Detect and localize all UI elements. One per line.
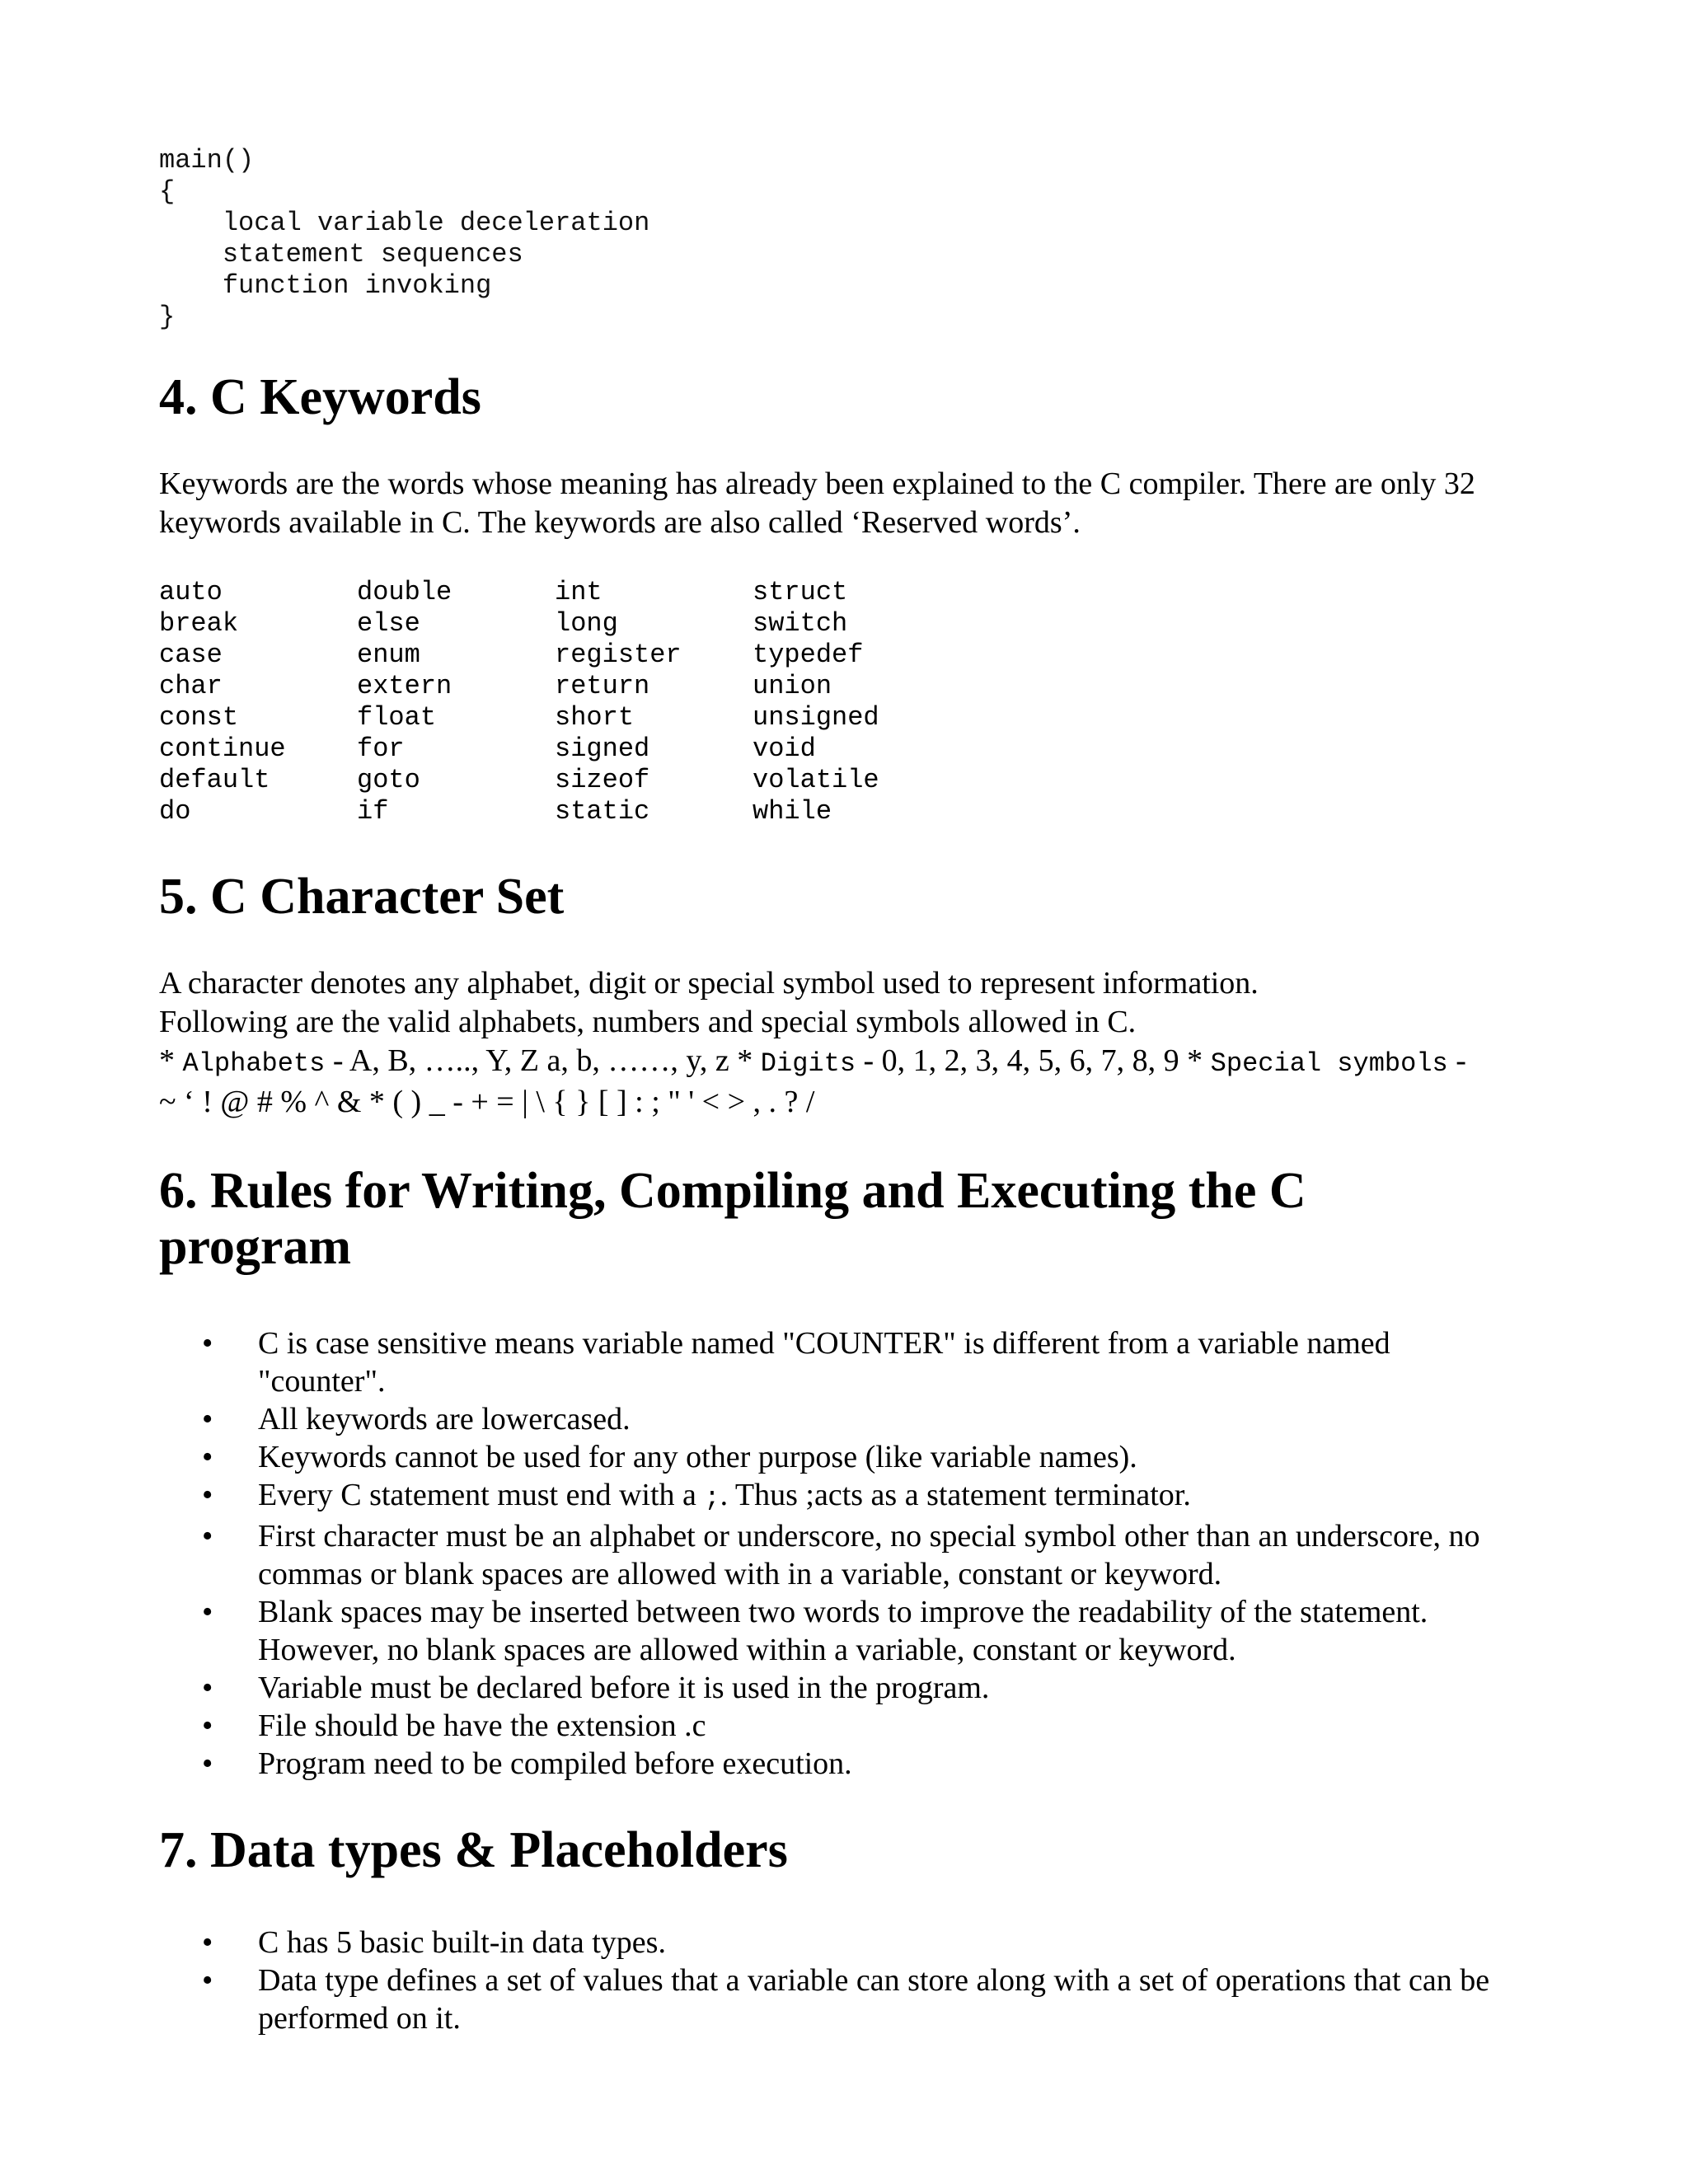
keyword-cell: struct xyxy=(753,577,848,607)
charset-intro-line2: Following are the valid alphabets, numbers and special symbols allowed in C. xyxy=(159,1005,1137,1039)
list-item xyxy=(159,1707,1494,1745)
list-item-text: Variable must be declared before it is used in the program. xyxy=(258,1671,990,1705)
keyword-cell: sizeof xyxy=(555,765,650,795)
document-page xyxy=(159,145,1490,2037)
keyword-cell: do xyxy=(159,796,191,827)
keyword-cell: int xyxy=(555,577,603,607)
charset-intro xyxy=(159,964,1478,1042)
section-heading-character-set: 5. C Character Set xyxy=(159,869,565,925)
keyword-cell: const xyxy=(159,702,239,733)
alphabets-label: Alphabets xyxy=(182,1048,326,1079)
keyword-cell: signed xyxy=(555,733,650,764)
keyword-cell: static xyxy=(555,796,650,827)
inline-code: ; xyxy=(704,1483,720,1513)
list-item-text: File should be have the extension .c xyxy=(258,1708,706,1743)
keywords-intro: Keywords are the words whose meaning has already been explained to the C compiler. There are only 32 keywords available in C. The keywords are also called ‘Reserved words’. xyxy=(159,466,1475,540)
table-row xyxy=(159,671,950,702)
list-item xyxy=(159,1476,1494,1517)
keyword-cell: default xyxy=(159,765,270,795)
table-row xyxy=(159,733,950,765)
digits-label: Digits xyxy=(760,1048,856,1079)
section-heading-keywords: 4. C Keywords xyxy=(159,369,481,425)
table-row xyxy=(159,765,950,796)
code-line: statement sequences xyxy=(159,239,523,269)
list-item xyxy=(159,1745,1494,1783)
keyword-cell: for xyxy=(357,733,405,764)
rules-list xyxy=(159,1324,1478,1783)
charset-intro-line1: A character denotes any alphabet, digit or special symbol used to represent information. xyxy=(159,966,1259,1001)
bullet-icon: • xyxy=(202,1746,213,1781)
list-item-text: First character must be an alphabet or underscore, no special symbol other than an underscore, no commas or blank spaces are allowed with in a variable, constant or keyword. xyxy=(258,1519,1480,1591)
charset-list xyxy=(159,1042,1478,1122)
table-row xyxy=(159,640,950,671)
keyword-cell: typedef xyxy=(753,640,864,670)
keyword-cell: switch xyxy=(753,608,848,639)
code-line: main() xyxy=(159,145,255,176)
list-item xyxy=(159,1924,1494,1961)
list-item-text: C is case sensitive means variable named "COUNTER" is different from a variable named "counter". xyxy=(258,1326,1390,1399)
code-line: function invoking xyxy=(159,270,492,301)
keyword-cell: void xyxy=(753,733,816,764)
keyword-cell: case xyxy=(159,640,223,670)
keywords-table xyxy=(159,577,950,827)
list-item-text: C has 5 basic built-in data types. xyxy=(258,1925,666,1960)
bullet-icon: • xyxy=(202,1708,213,1743)
keyword-cell: char xyxy=(159,671,223,701)
table-row xyxy=(159,577,950,608)
bullet-icon: • xyxy=(202,1519,213,1554)
keyword-cell: enum xyxy=(357,640,420,670)
list-item-text: Every C statement must end with a xyxy=(258,1478,705,1512)
keyword-cell: if xyxy=(357,796,389,827)
keyword-cell: short xyxy=(555,702,635,733)
list-item-text: . Thus ;acts as a statement terminator. xyxy=(720,1478,1191,1512)
keyword-cell: register xyxy=(555,640,682,670)
list-item-text: Program need to be compiled before execution. xyxy=(258,1746,852,1781)
list-item xyxy=(159,1961,1494,2037)
bullet-icon: • xyxy=(202,1925,213,1960)
keyword-cell: break xyxy=(159,608,239,639)
keyword-cell: while xyxy=(753,796,832,827)
section-heading-rules: 6. Rules for Writing, Compiling and Executing the C program xyxy=(159,1163,1306,1275)
data-types-list xyxy=(159,1924,1490,2037)
keyword-cell: else xyxy=(357,608,420,639)
list-item xyxy=(159,1400,1494,1438)
special-symbols-value: - ~ ‘ ! @ # % ^ & * ( ) _ - + = | \ { } [ ] : ; " ' < > , . ? / xyxy=(159,1043,1466,1119)
list-item xyxy=(159,1517,1494,1593)
code-block xyxy=(159,145,1478,333)
charset-star: * xyxy=(1187,1043,1211,1078)
bullet-icon: • xyxy=(202,1478,213,1512)
code-line: local variable deceleration xyxy=(159,208,650,238)
table-row xyxy=(159,608,950,640)
bullet-icon: • xyxy=(202,1671,213,1705)
keyword-cell: unsigned xyxy=(753,702,879,733)
list-item xyxy=(159,1324,1494,1400)
table-row xyxy=(159,796,950,827)
keyword-cell: union xyxy=(753,671,832,701)
code-line: } xyxy=(159,302,176,332)
digits-value: - 0, 1, 2, 3, 4, 5, 6, 7, 8, 9 xyxy=(856,1043,1188,1078)
keyword-cell: continue xyxy=(159,733,286,764)
bullet-icon: • xyxy=(202,1595,213,1629)
list-item xyxy=(159,1593,1494,1669)
bullet-icon: • xyxy=(202,1326,213,1361)
alphabets-value: - A, B, ….., Y, Z a, b, ……, y, z xyxy=(325,1043,738,1078)
keyword-cell: return xyxy=(555,671,650,701)
list-item-text: Blank spaces may be inserted between two words to improve the readability of the statement. However, no blank spaces are allowed within a variable, constant or keyword. xyxy=(258,1595,1428,1667)
list-item xyxy=(159,1669,1494,1707)
keyword-cell: long xyxy=(555,608,618,639)
list-item-text: Keywords cannot be used for any other purpose (like variable names). xyxy=(258,1440,1137,1474)
bullet-icon: • xyxy=(202,1963,213,1998)
list-item-text: All keywords are lowercased. xyxy=(258,1402,631,1436)
list-item xyxy=(159,1438,1494,1476)
list-item-text: Data type defines a set of values that a variable can store along with a set of operations that can be performed on it. xyxy=(258,1963,1490,2036)
keyword-cell: volatile xyxy=(753,765,879,795)
keyword-cell: float xyxy=(357,702,437,733)
bullet-icon: • xyxy=(202,1440,213,1474)
bullet-icon: • xyxy=(202,1402,213,1436)
section-heading-data-types: 7. Data types & Placeholders xyxy=(159,1822,788,1878)
table-row xyxy=(159,702,950,733)
special-symbols-label: Special symbols xyxy=(1210,1048,1448,1079)
charset-star: * xyxy=(159,1043,183,1078)
charset-star: * xyxy=(737,1043,761,1078)
keyword-cell: double xyxy=(357,577,452,607)
keyword-cell: auto xyxy=(159,577,223,607)
keyword-cell: goto xyxy=(357,765,420,795)
keyword-cell: extern xyxy=(357,671,452,701)
code-line: { xyxy=(159,176,176,207)
